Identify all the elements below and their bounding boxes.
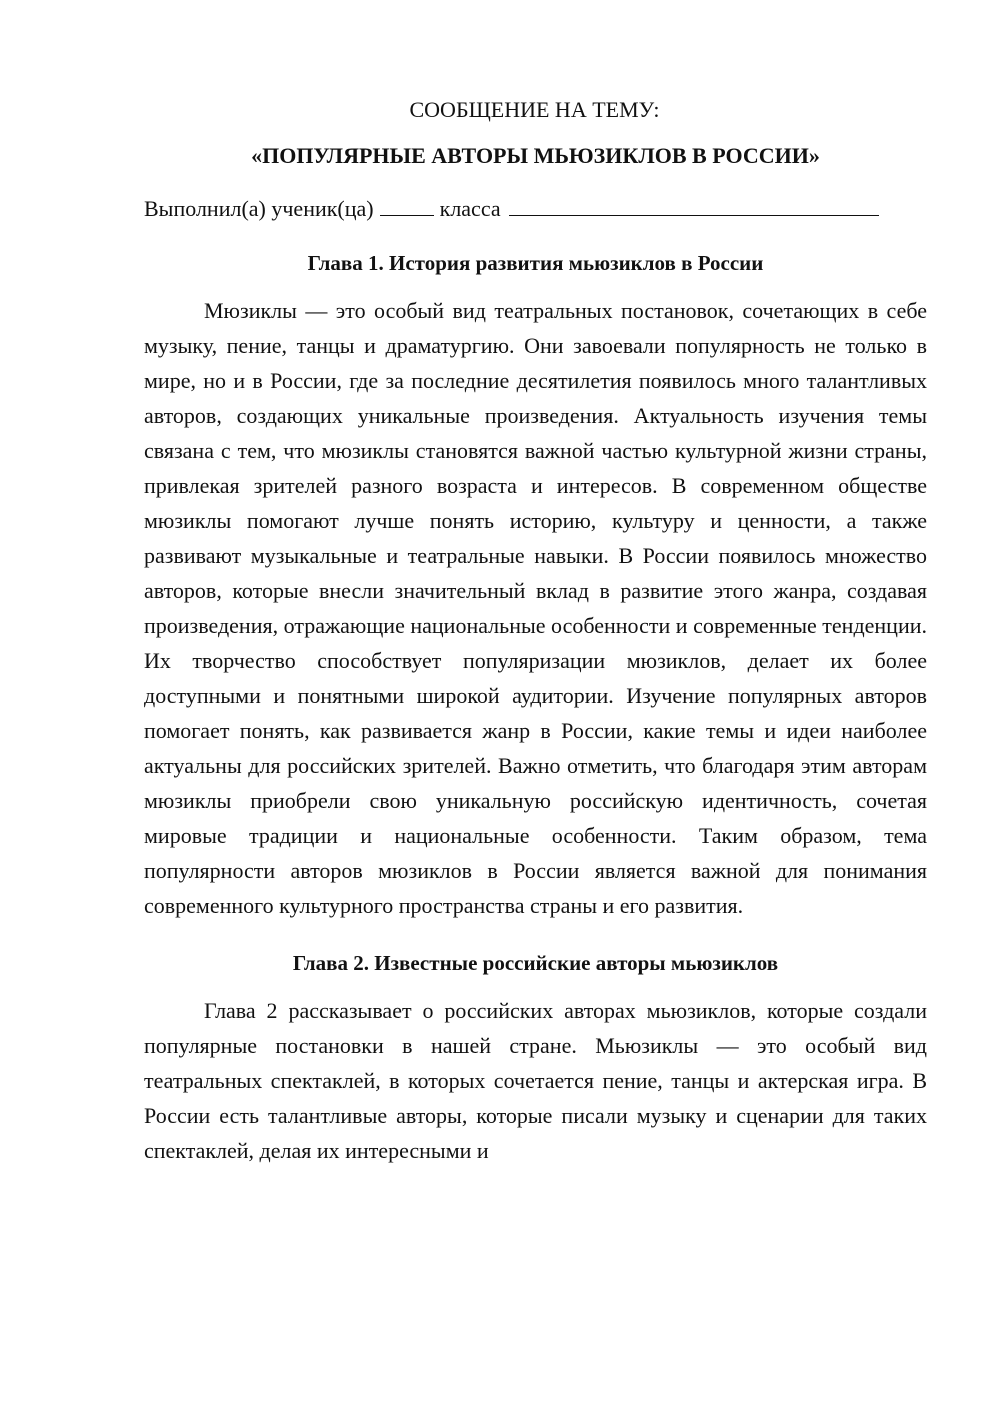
student-name-blank [509,195,879,216]
class-number-blank [380,195,434,216]
chapter1-heading: Глава 1. История развития мьюзиклов в России [307,251,764,275]
student-info-line [144,195,927,223]
class-label: класса [439,196,501,221]
chapter1-paragraph: Мюзиклы — это особый вид театральных постановок, сочетающих в себе музыку, пение, танцы и драматургию. Они завоевали популярность не только в мире, но и в России, где за последние десятилетия появилось много талантливых авторов, создающих уникальные произведения. Актуальность изучения темы связана с тем, что мюзиклы становятся важной частью культурной жизни страны, привлекая зрителей разного возраста и интересов. В современном обществе мюзиклы помогают лучше понять историю, культуру и ценности, а также развивают музыкальные и театральные навыки. В России появилось множество авторов, которые внесли значительный вклад в развитие этого жанра, создавая произведения, отражающие национальные особенности и современные тенденции. Их творчество способствует популяризации мюзиклов, делает их более доступными и понятными широкой аудитории. Изучение популярных авторов помогает понять, как развивается жанр в России, какие темы и идеи наиболее актуальны для российских зрителей. Важно отметить, что благодаря этим авторам мюзиклы приобрели свою уникальную российскую идентичность, сочетая мировые традиции и национальные особенности. Таким образом, тема популярности авторов мюзиклов в России является важной для понимания современного культурного пространства страны и его развития. [144,298,927,918]
document-title-line1: СООБЩЕНИЕ НА ТЕМУ: [409,97,660,122]
student-label: Выполнил(а) ученик(ца) [144,196,374,221]
chapter2-heading: Глава 2. Известные российские авторы мьюзиклов [292,951,779,975]
document-title-line2: «ПОПУЛЯРНЫЕ АВТОРЫ МЬЮЗИКЛОВ В РОССИИ» [251,143,820,168]
chapter2-paragraph: Глава 2 рассказывает о российских авторах мьюзиклов, которые создали популярные постановки в нашей стране. Мьюзиклы — это особый вид театральных спектаклей, в которых сочетается пение, танцы и актерская игра. В России есть талантливые авторы, которые писали музыку и сценарии для таких спектаклей, делая их интересными и [144,998,927,1163]
